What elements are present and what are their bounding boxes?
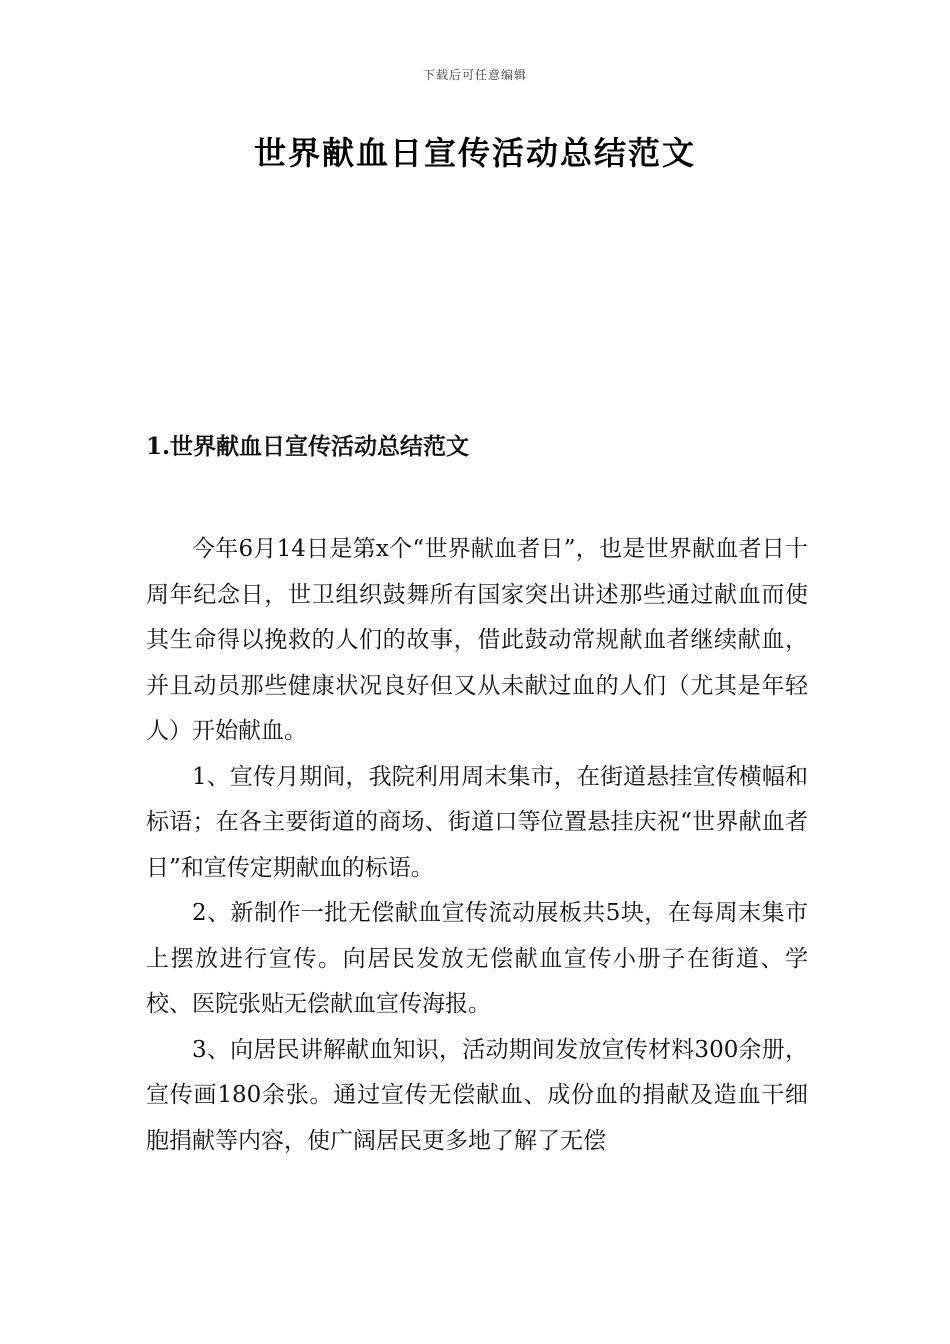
paragraph-item-1: 1、宣传月期间，我院利用周末集市，在街道悬挂宣传横幅和标语；在各主要街道的商场、街道口等位置悬挂庆祝“世界献血者日”和宣传定期献血的标语。 xyxy=(146,763,808,881)
paragraph-item-2: 2、新制作一批无偿献血宣传流动展板共5块，在每周末集市上摆放进行宣传。向居民发放无偿献血宣传小册子在街道、学校、医院张贴无偿献血宣传海报。 xyxy=(146,900,808,1017)
page-title: 世界献血日宣传活动总结范文 xyxy=(253,134,696,172)
section-heading: 1.世界献血日宣传活动总结范文 xyxy=(146,433,470,460)
body-text xyxy=(146,527,808,1164)
paragraph-intro: 今年6月14日是第x个“世界献血者日”，也是世界献血者日十周年纪念日，世卫组织鼓舞所有国家突出讲述那些通过献血而使其生命得以挽救的人们的故事，借此鼓动常规献血者继续献血，并且动员那些健康状况良好但又从未献过血的人们（尤其是年轻人）开始献血。 xyxy=(146,536,808,744)
paragraph-item-3: 3、向居民讲解献血知识，活动期间发放宣传材料300余册，宣传画180余张。通过宣传无偿献血、成份血的捐献及造血干细胞捐献等内容，使广阔居民更多地了解了无偿 xyxy=(146,1036,808,1154)
header-note: 下载后可任意编辑 xyxy=(422,68,527,82)
